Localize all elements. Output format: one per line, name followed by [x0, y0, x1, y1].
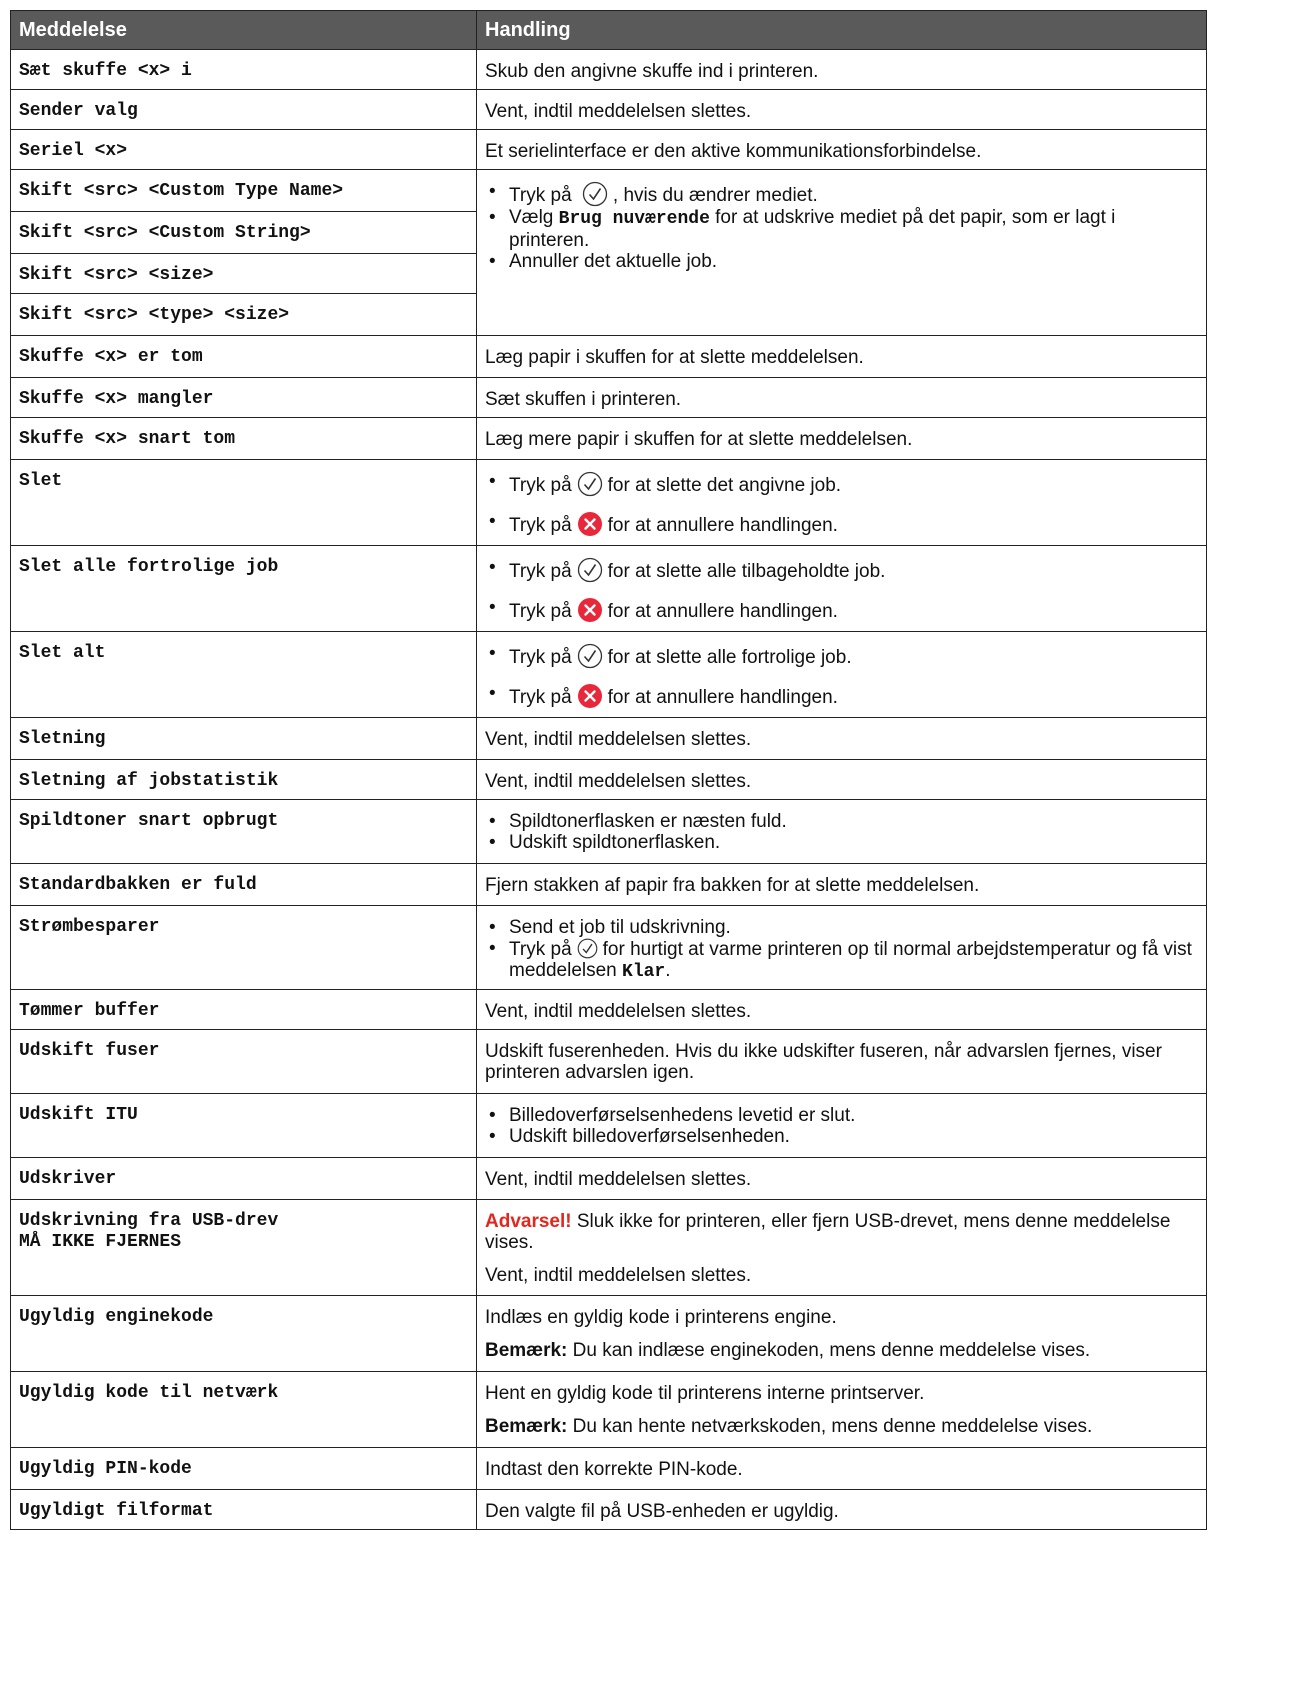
message-code: Spildtoner snart opbrugt — [11, 800, 477, 864]
select-check-icon — [577, 471, 603, 497]
header-message: Meddelelse — [11, 11, 477, 50]
message-code: Ugyldig kode til netværk — [11, 1372, 477, 1448]
action-text: Vent, indtil meddelelsen slettes. — [477, 1158, 1207, 1200]
action-text: Fjern stakken af papir fra bakken for at slette meddelelsen. — [477, 864, 1207, 906]
table-row — [11, 1030, 1207, 1094]
action-text: Et serielinterface er den aktive kommunikationsforbindelse. — [477, 130, 1207, 170]
message-code: Sletning af jobstatistik — [11, 760, 477, 800]
message-code: Seriel <x> — [11, 130, 477, 170]
table-row — [11, 800, 1207, 864]
message-code: Ugyldig enginekode — [11, 1296, 477, 1372]
list-item: • Udskift spildtonerflasken. — [485, 832, 1198, 853]
message-code: Sletning — [11, 718, 477, 760]
action-cell — [477, 632, 1207, 718]
table-row — [11, 1490, 1207, 1530]
action-text: Indtast den korrekte PIN-kode. — [477, 1448, 1207, 1490]
action-cell — [477, 546, 1207, 632]
action-text: Den valgte fil på USB-enheden er ugyldig. — [477, 1490, 1207, 1530]
action-cell — [477, 1094, 1207, 1158]
table-row — [11, 864, 1207, 906]
action-cell — [477, 170, 1207, 336]
list-item: • Vælg Brug nuværende for at udskrive mediet på det papir, som er lagt i printeren. — [485, 207, 1198, 251]
list-item: • Udskift billedoverførselsenheden. — [485, 1126, 1198, 1147]
action-cell — [477, 800, 1207, 864]
action-text: Vent, indtil meddelelsen slettes. — [477, 718, 1207, 760]
list-item: • Annuller det aktuelle job. — [485, 251, 1198, 272]
message-code: Sæt skuffe <x> i — [11, 50, 477, 90]
message-code: Skuffe <x> er tom — [11, 336, 477, 378]
message-code: Skuffe <x> mangler — [11, 378, 477, 418]
message-code: Skift <src> <size> — [11, 254, 477, 294]
message-code: Udskrivning fra USB-drev MÅ IKKE FJERNES — [11, 1200, 477, 1296]
list-item: • Tryk på , hvis du ændrer mediet. — [485, 181, 1198, 207]
list-item: • Tryk på for at slette alle fortrolige job. — [485, 643, 1198, 669]
note-label: Bemærk: — [485, 1416, 568, 1437]
list-item: • Billedoverførselsenhedens levetid er slut. — [485, 1105, 1198, 1126]
table-row — [11, 460, 1207, 546]
table-row — [11, 906, 1207, 990]
table-row — [11, 336, 1207, 378]
message-code: Slet alle fortrolige job — [11, 546, 477, 632]
action-text: Læg papir i skuffen for at slette meddelelsen. — [477, 336, 1207, 378]
table-row — [11, 1200, 1207, 1296]
table-row — [11, 1094, 1207, 1158]
message-code: Udskift ITU — [11, 1094, 477, 1158]
message-code: Ugyldigt filformat — [11, 1490, 477, 1530]
message-code: Standardbakken er fuld — [11, 864, 477, 906]
table-header-row — [11, 11, 1207, 50]
message-code: Sender valg — [11, 90, 477, 130]
message-code: Udskriver — [11, 1158, 477, 1200]
action-text: Skub den angivne skuffe ind i printeren. — [477, 50, 1207, 90]
table-row — [11, 130, 1207, 170]
action-cell: Indlæs en gyldig kode i printerens engine. Bemærk: Du kan indlæse enginekoden, mens denne meddelelse vises. — [477, 1296, 1207, 1372]
action-cell — [477, 906, 1207, 990]
list-item: • Tryk på for at annullere handlingen. — [485, 597, 1198, 623]
message-code: Ugyldig PIN-kode — [11, 1448, 477, 1490]
warning-label: Advarsel! — [485, 1211, 572, 1232]
list-item: • Send et job til udskrivning. — [485, 917, 1198, 938]
table-row — [11, 170, 1207, 212]
select-check-icon — [577, 938, 598, 959]
action-cell: Hent en gyldig kode til printerens interne printserver. Bemærk: Du kan hente netværkskoden, mens denne meddelelse vises. — [477, 1372, 1207, 1448]
table-row — [11, 1296, 1207, 1372]
table-row — [11, 546, 1207, 632]
message-table — [10, 10, 1207, 1530]
list-item: • Tryk på for at annullere handlingen. — [485, 683, 1198, 709]
message-code: Skift <src> <Custom String> — [11, 212, 477, 254]
table-row — [11, 1372, 1207, 1448]
stop-x-icon — [577, 597, 603, 623]
list-item: • Spildtonerflasken er næsten fuld. — [485, 811, 1198, 832]
table-row — [11, 90, 1207, 130]
message-code: Slet — [11, 460, 477, 546]
action-text: Vent, indtil meddelelsen slettes. — [477, 990, 1207, 1030]
table-row — [11, 1448, 1207, 1490]
list-item: • Tryk på for hurtigt at varme printeren op til normal arbejdstemperatur og få vist meddelelsen Klar. — [485, 938, 1198, 983]
select-check-icon — [577, 557, 603, 583]
table-row — [11, 378, 1207, 418]
list-item: • Tryk på for at slette alle tilbageholdte job. — [485, 557, 1198, 583]
action-cell: Advarsel! Sluk ikke for printeren, eller fjern USB-drevet, mens denne meddelelse vises. Vent, indtil meddelelsen slettes. — [477, 1200, 1207, 1296]
note-label: Bemærk: — [485, 1340, 568, 1361]
message-code: Skuffe <x> snart tom — [11, 418, 477, 460]
action-list — [485, 181, 1198, 272]
message-code: Tømmer buffer — [11, 990, 477, 1030]
message-code: Skift <src> <Custom Type Name> — [11, 170, 477, 212]
header-action: Handling — [477, 11, 1207, 50]
table-row — [11, 718, 1207, 760]
message-code: Slet alt — [11, 632, 477, 718]
message-code: Skift <src> <type> <size> — [11, 294, 477, 336]
message-code: Udskift fuser — [11, 1030, 477, 1094]
list-item: • Tryk på for at annullere handlingen. — [485, 511, 1198, 537]
action-text: Vent, indtil meddelelsen slettes. — [477, 90, 1207, 130]
stop-x-icon — [577, 683, 603, 709]
message-code: Strømbesparer — [11, 906, 477, 990]
action-text: Læg mere papir i skuffen for at slette meddelelsen. — [477, 418, 1207, 460]
select-check-icon — [582, 181, 608, 207]
table-row — [11, 990, 1207, 1030]
action-text: Sæt skuffen i printeren. — [477, 378, 1207, 418]
action-cell — [477, 460, 1207, 546]
table-row — [11, 1158, 1207, 1200]
action-text: Udskift fuserenheden. Hvis du ikke udskifter fuseren, når advarslen fjernes, viser printeren advarslen igen. — [477, 1030, 1207, 1094]
table-row — [11, 418, 1207, 460]
table-row — [11, 632, 1207, 718]
list-item: • Tryk på for at slette det angivne job. — [485, 471, 1198, 497]
select-check-icon — [577, 643, 603, 669]
table-row — [11, 760, 1207, 800]
stop-x-icon — [577, 511, 603, 537]
table-row — [11, 50, 1207, 90]
action-text: Vent, indtil meddelelsen slettes. — [477, 760, 1207, 800]
